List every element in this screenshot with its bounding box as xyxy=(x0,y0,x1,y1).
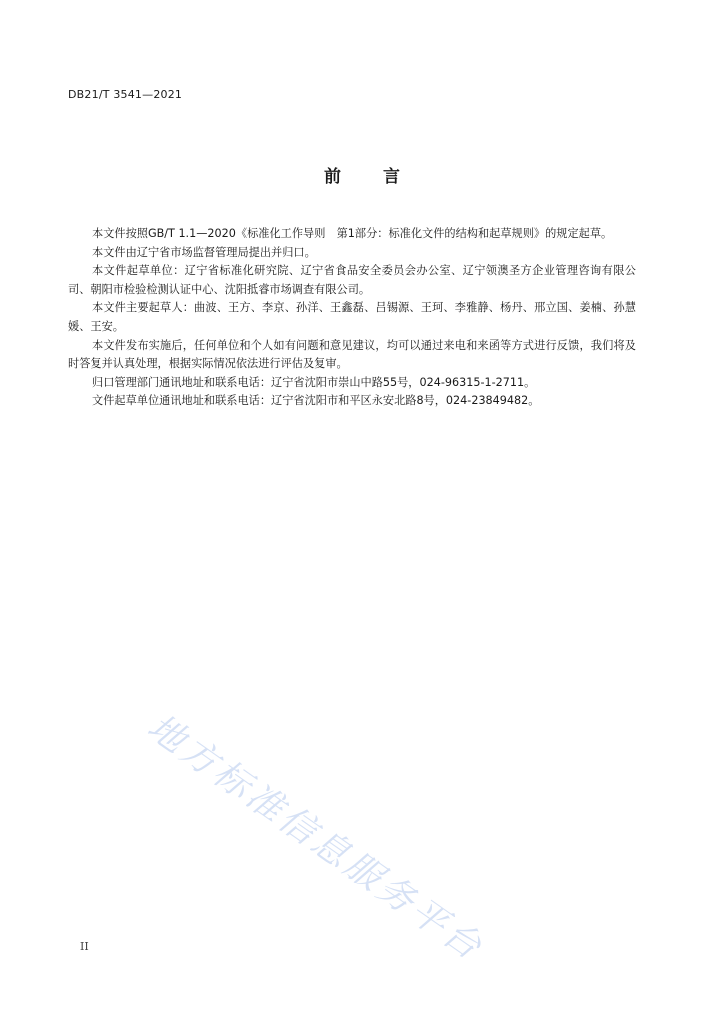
page-title xyxy=(0,162,724,187)
watermark: 地方标准信息服务平台 xyxy=(139,706,492,970)
paragraph-drafting-units: 本文件起草单位：辽宁省标准化研究院、辽宁省食品安全委员会办公室、辽宁领澳圣方企业管理咨询有限公司、朝阳市检验检测认证中心、沈阳抵睿市场调查有限公司。 xyxy=(68,264,636,296)
paragraph-feedback: 本文件发布实施后，任何单位和个人如有问题和意见建议，均可以通过来电和来函等方式进行反馈，我们将及时答复并认真处理，根据实际情况依法进行评估及复审。 xyxy=(68,338,636,371)
paragraph-admin-contact: 归口管理部门通讯地址和联系电话：辽宁省沈阳市崇山中路55号，024-96315-1-2711。 xyxy=(92,375,536,389)
paragraph-drafting-basis: 本文件按照GB/T 1.1—2020《标准化工作导则 第1部分：标准化文件的结构和起草规则》的规定起草。 xyxy=(92,227,613,240)
foreword-body xyxy=(68,225,636,411)
paragraph-drafters: 本文件主要起草人：曲波、王方、李京、孙洋、王鑫磊、吕锡源、王珂、李雅静、杨丹、邢立国、姜楠、孙慧媛、王安。 xyxy=(68,301,636,333)
paragraph-drafter-contact: 文件起草单位通讯地址和联系电话：辽宁省沈阳市和平区永安北路8号，024-23849482。 xyxy=(92,394,540,408)
title-char-2: 言 xyxy=(383,167,400,187)
page-number: II xyxy=(80,940,89,953)
document-code: DB21/T 3541—2021 xyxy=(68,88,183,101)
paragraph-proposer: 本文件由辽宁省市场监督管理局提出并归口。 xyxy=(92,245,316,259)
title-char-1: 前 xyxy=(324,167,341,187)
